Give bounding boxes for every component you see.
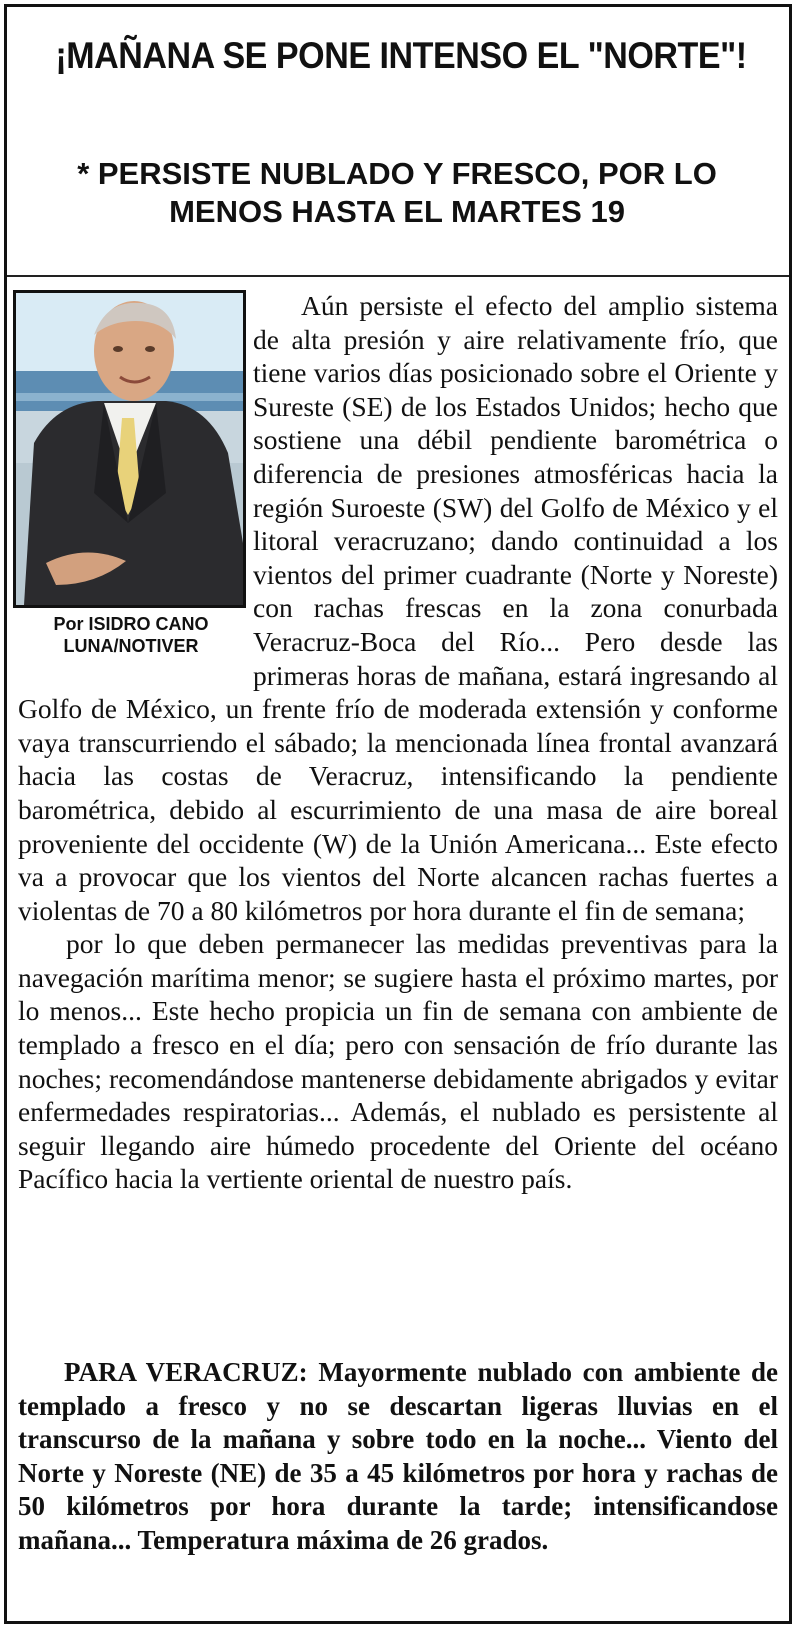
- forecast-section: [18, 1356, 778, 1557]
- body-paragraph-2: por lo que deben permanecer las medidas preventivas para la navegación marítima menor; se sugiere hasta el próximo martes, por lo menos... Este hecho propicia un fin de semana con ambiente de templado a fresco en el día; pero con sensación de frío durante las noches; recomendándose mantenerse debidamente abrigados y evitar enfermedades respiratorias... Además, el nublado es persistente al seguir llegando aire húmedo procedente del Oriente del océano Pacífico hacia la vertiente oriental de nuestro país.: [18, 928, 778, 1195]
- byline-line-1: Por ISIDRO CANO: [53, 614, 209, 634]
- forecast-text: Mayormente nublado con ambiente de templado a fresco y no se descartan ligeras lluvias en el transcurso de la mañana y sobre todo en la noche... Viento del Norte y Noreste (NE) de 35 a 45 kilómetros por hora y rachas de 50 kilómetros por hora durante la tarde; intensificandose mañana... Temperatura máxima de 26 grados.: [18, 1357, 778, 1555]
- subheadline: * PERSISTE NUBLADO Y FRESCO, POR LO MENOS HASTA EL MARTES 19: [77, 156, 717, 229]
- article-frame: [4, 4, 792, 1624]
- divider: [7, 275, 789, 277]
- headline: ¡MAÑANA SE PONE INTENSO EL "NORTE"!: [55, 35, 747, 76]
- photo-float-spacer: [18, 289, 253, 677]
- forecast-label: PARA VERACRUZ:: [64, 1357, 319, 1387]
- byline-line-2: LUNA/NOTIVER: [63, 636, 199, 656]
- article-body: [18, 289, 778, 1196]
- body-paragraph-1: Aún persiste el efecto del amplio sistema de alta presión y aire relativamente frío, que tiene varios días posicionado sobre el Oriente y Sureste (SE) de los Estados Unidos; hecho que sostiene una débil pendiente barométrica o diferencia de presiones atmosféricas hacia la región Suroeste (SW) del Golfo de México y el litoral veracruzano; dando continuidad a los vientos del primer cuadrante (Norte y Noreste) con rachas frescas en la zona conurbada Veracruz-Boca del Río... Pero desde las primeras horas de mañana, estará ingresando al Golfo de México, un frente frío de moderada extensión y conforme vaya transcurriendo el sábado; la mencionada línea frontal avanzará hacia las costas de Veracruz, intensificando la pendiente barométrica, debido al escurrimiento de una masa de aire boreal proveniente del occidente (W) de la Unión Americana... Este efecto va a provocar que los vientos del Norte alcancen rachas fuertes a violentas de 70 a 80 kilómetros por hora durante el fin de semana;: [18, 290, 778, 926]
